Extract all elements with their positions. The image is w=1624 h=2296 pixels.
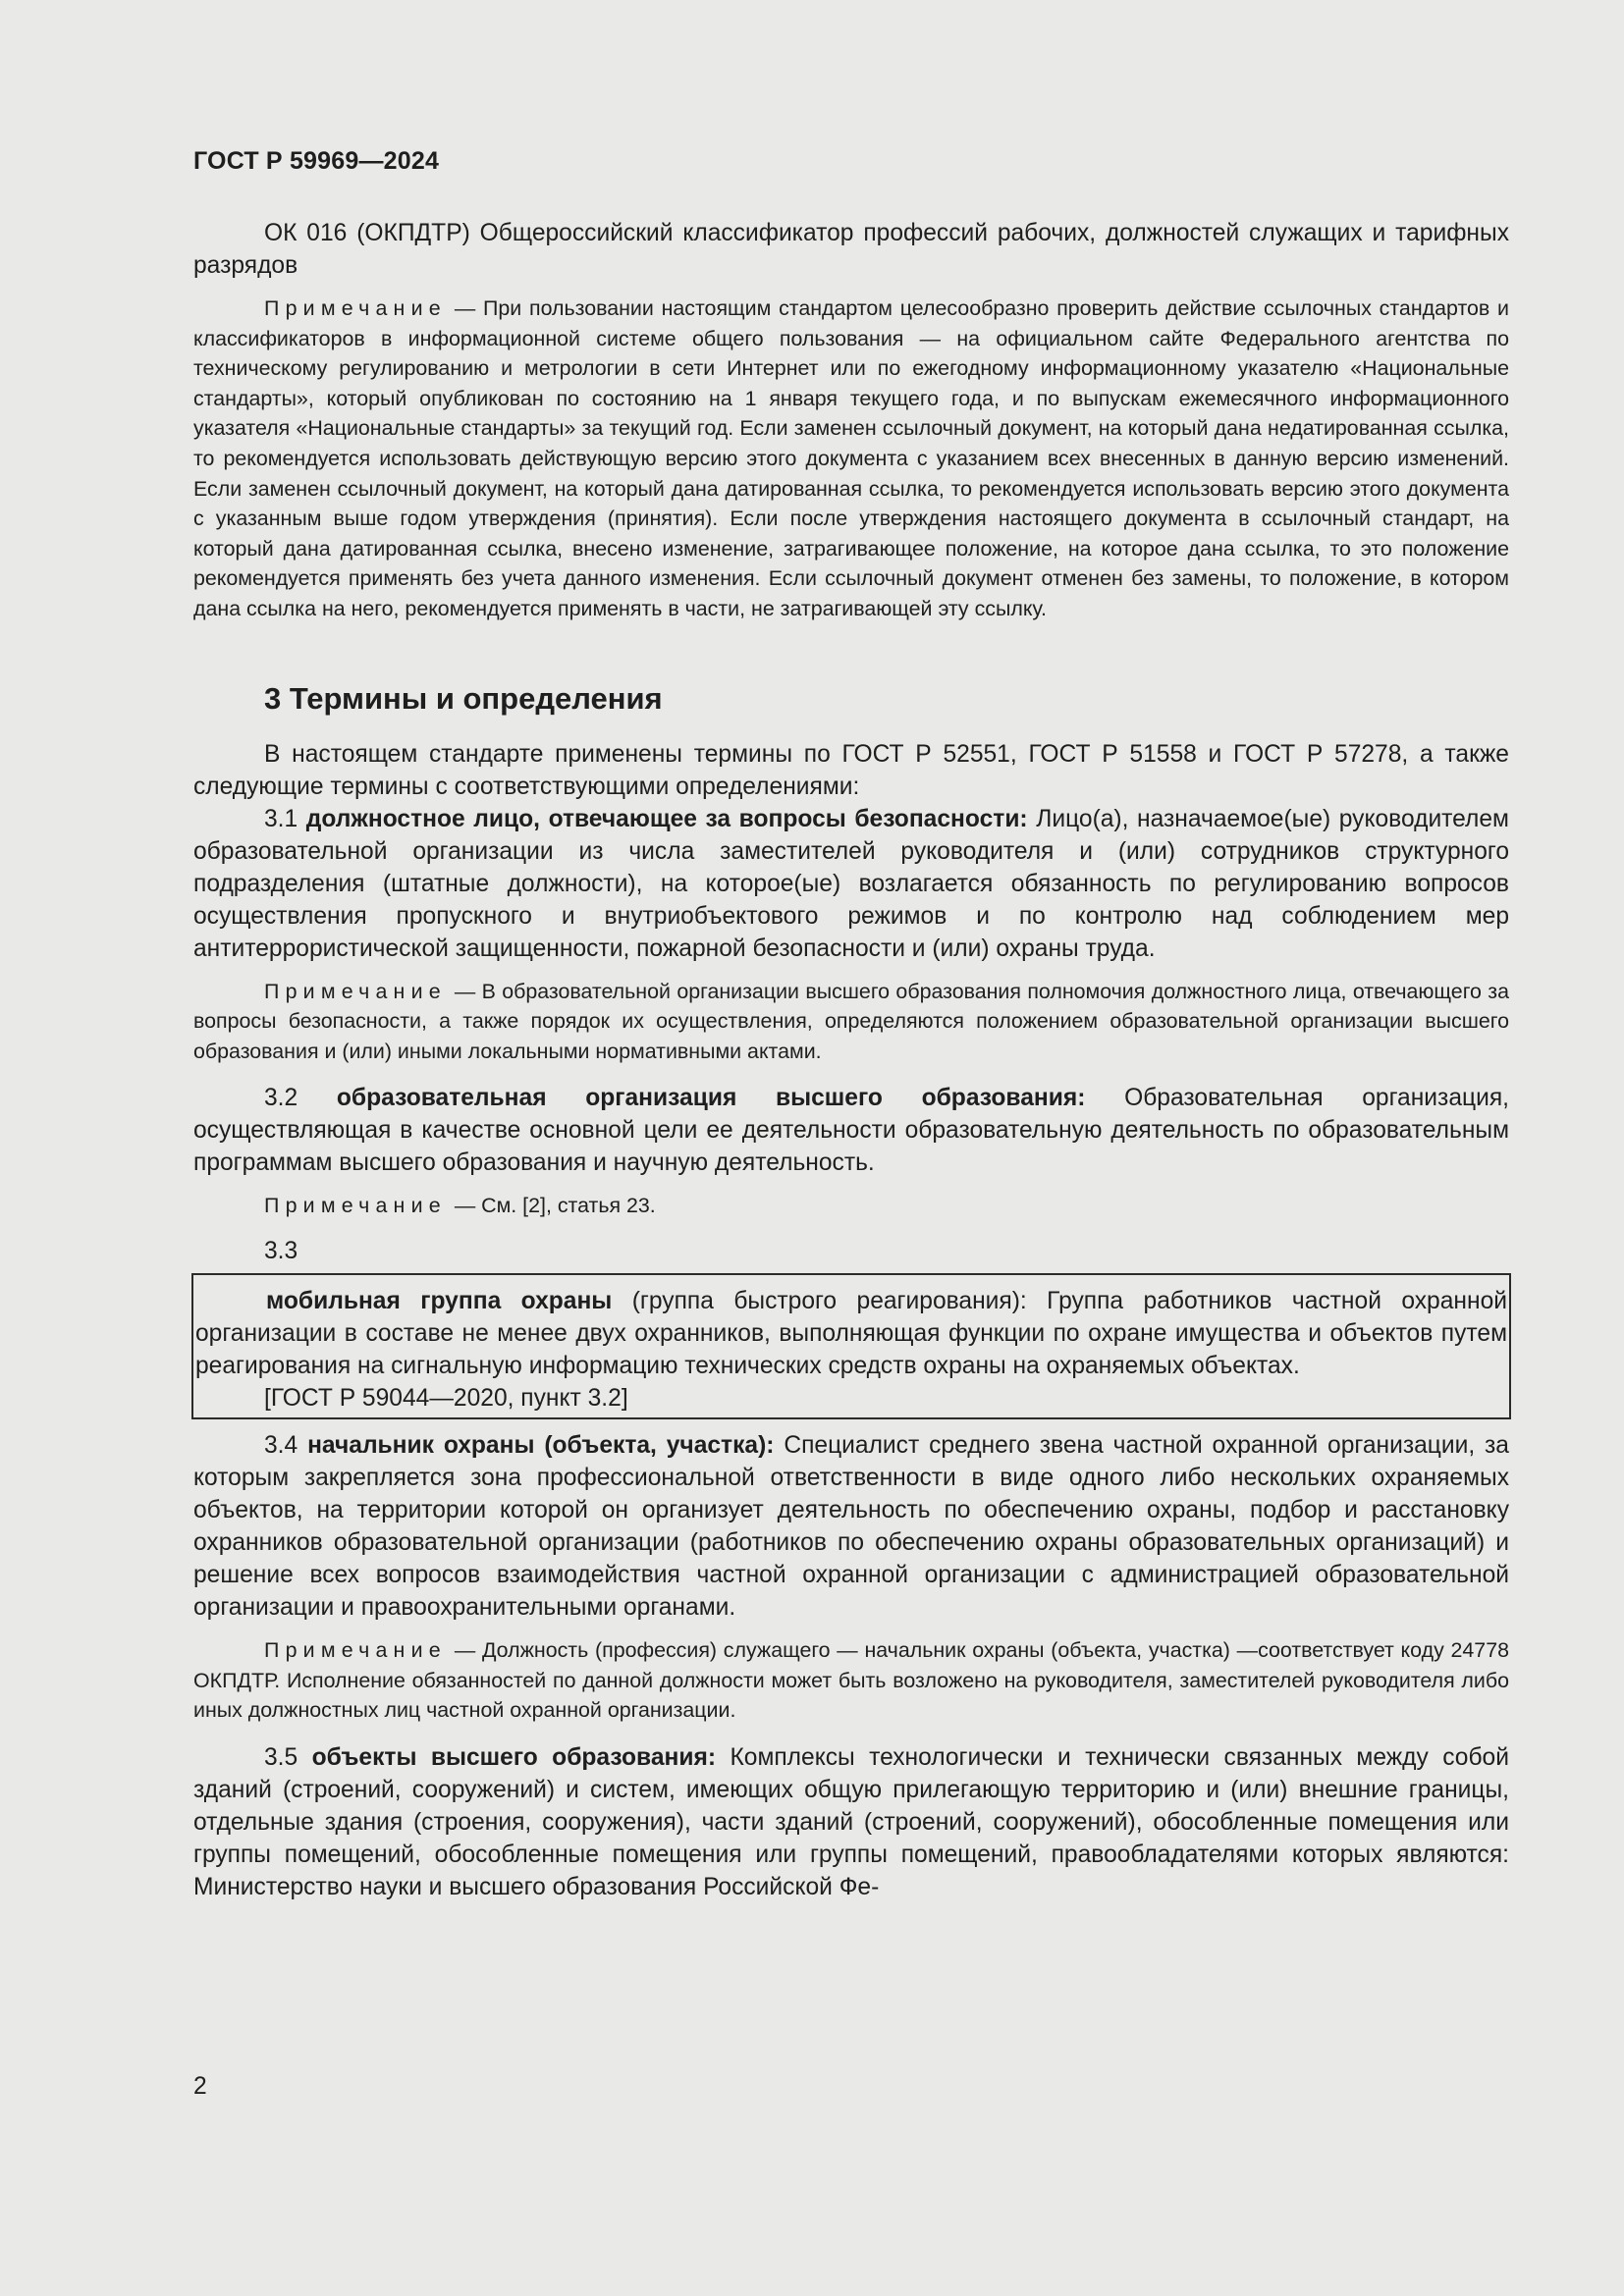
term-name: должностное лицо, отвечающее за вопросы безопасности: [305, 805, 1028, 832]
term-number: 3.5 [264, 1743, 298, 1771]
document-id-header: ГОСТ Р 59969—2024 [193, 147, 440, 175]
note-label: Примечание [264, 1194, 447, 1218]
term-definition: (группа быстрого реагирования): Группа работников частной охранной организации в составе не менее двух охранников, выполняющая функции по охране имущества и объектов путем реагирования на сигнальную информацию технических средств охраны на охраняемых объектах. [195, 1287, 1507, 1379]
term-3-3-box [191, 1273, 1511, 1419]
term-definition: Специалист среднего звена частной охранной организации, за которым закрепляется зона профессиональной ответственности в виде одного либо нескольких охраняемых объектов, на территории которой он организует деятельность по обеспечению охраны, подбор и расстановку охранников образовательной организации (работников по обеспечению охраны образовательных организаций) и решение всех вопросов взаимодействия частной охранной организации с администрацией образовательной организации и правоохранительными органами. [193, 1431, 1509, 1621]
term-name: образовательная организация высшего образования: [336, 1085, 1086, 1112]
classifier-reference: ОК 016 (ОКПДТР) Общероссийский классификатор профессий рабочих, должностей служащих и тарифных разрядов [193, 220, 1509, 279]
note-label: Примечание [264, 1637, 447, 1662]
term-number: 3.4 [264, 1431, 298, 1459]
section-title: 3 Термины и определения [264, 680, 663, 716]
note-text: — См. [2], статья 23. [454, 1194, 656, 1218]
term-name: объекты высшего образования: [311, 1743, 717, 1771]
term-3-1-note [193, 977, 1509, 1067]
term-definition: Комплексы технологически и технически связанных между собой зданий (строений, сооружений) и систем, имеющих общую прилегающую территорию и (или) внешние границы, отдельные здания (строения, сооружения), части зданий (строений, сооружений), обособленные помещения или группы помещений, обособленные помещения или группы помещений, правообладателями которых являются: Министерство науки и высшего образования Российской Фе- [193, 1743, 1509, 1900]
term-3-4 [193, 1429, 1509, 1624]
section-intro: В настоящем стандарте применены термины по ГОСТ Р 52551, ГОСТ Р 51558 и ГОСТ Р 57278, а также следующие термины с соответствующими определениями: [193, 740, 1509, 800]
term-3-5 [193, 1741, 1509, 1903]
note-text: — Должность (профессия) служащего — начальник охраны (объекта, участка) —соответствует коду 24778 ОКПДТР. Исполнение обязанностей по данной должности может быть возложено на руководителя, заместителей руководителя либо иных должностных лиц частной охранной организации. [193, 1637, 1509, 1723]
note-text: — В образовательной организации высшего образования полномочия должностного лица, отвечающего за вопросы безопасности, а также порядок их осуществления, определяются положением образовательной организации высшего образования и (или) иными локальными нормативными актами. [193, 979, 1509, 1063]
term-3-3-number: 3.3 [264, 1237, 298, 1264]
term-definition: Образовательная организация, осуществляющая в качестве основной цели ее деятельности образовательную деятельность по образовательным программам высшего образования и научную деятельность. [193, 1085, 1509, 1177]
term-3-1 [193, 803, 1509, 965]
term-3-3 [193, 1285, 1509, 1382]
term-3-2 [193, 1082, 1509, 1179]
note-label: Примечание [264, 979, 447, 1003]
term-3-4-note [193, 1635, 1509, 1726]
term-name: начальник охраны (объекта, участка): [307, 1431, 775, 1459]
term-number: 3.1 [264, 805, 298, 832]
term-number: 3.2 [264, 1085, 298, 1112]
reference-note [193, 294, 1509, 624]
note-text: — При пользовании настоящим стандартом целесообразно проверить действие ссылочных стандартов и классификаторов в информационной системе общего пользования — на официальном сайте Федерального агентства по техническому регулированию и метрологии в сети Интернет или по ежегодному информационному указателю «Национальные стандарты», который опубликован по состоянию на 1 января текущего года, и по выпускам ежемесячного информационного указателя «Национальные стандарты» за текущий год. Если заменен ссылочный документ, на который дана недатированная ссылка, то рекомендуется использовать действующую версию этого документа с указанием всех внесенных в данную версию изменений. Если заменен ссылочный документ, на который дана датированная ссылка, то рекомендуется использовать версию этого документа с указанным выше годом утверждения (принятия). Если после утверждения настоящего документа в ссылочный стандарт, на который дана датированная ссылка, внесено изменение, затрагивающее положение, на которое дана ссылка, то это положение рекомендуется применять без учета данного изменения. Если ссылочный документ отменен без замены, то положение, в котором дана ссылка на него, рекомендуется применять в части, не затрагивающей эту ссылку. [193, 296, 1509, 620]
term-source-reference: [ГОСТ Р 59044—2020, пункт 3.2] [264, 1384, 628, 1412]
page-content [193, 147, 1509, 1903]
page-number: 2 [193, 2073, 207, 2100]
term-3-2-note [193, 1191, 1509, 1221]
note-label: Примечание [264, 296, 447, 320]
term-definition: Лицо(а), назначаемое(ые) руководителем образовательной организации из числа заместителей руководителя и (или) сотрудников структурного подразделения (штатные должности), на которое(ые) возлагается обязанность по регулированию вопросов осуществления пропускного и внутриобъектового режимов и по контролю над соблюдением мер антитеррористической защищенности, пожарной безопасности и (или) охраны труда. [193, 805, 1509, 962]
term-name: мобильная группа охраны [266, 1287, 613, 1314]
